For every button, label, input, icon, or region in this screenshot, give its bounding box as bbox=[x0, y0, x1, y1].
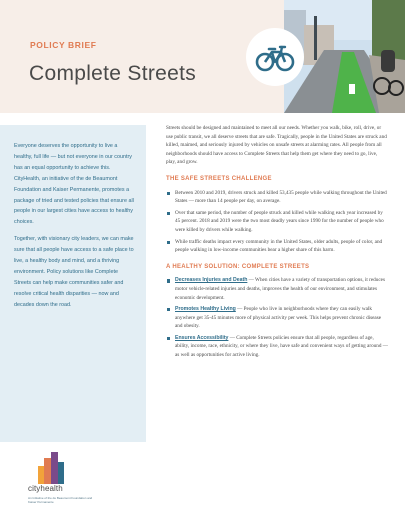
solution-item bbox=[166, 305, 388, 331]
sidebar-paragraph: Everyone deserves the opportunity to live a healthy, full life — but not everyone in our country has an equal opportunity to achieve this. CityHealth, an initiative of the de Beaumont Foundation and Kaiser Permanente, promotes a package of tried and tested policies that ensure all people in our largest cities have access to healthy choices. bbox=[14, 143, 134, 226]
challenge-list bbox=[166, 189, 388, 255]
logo-tagline: An Initiative of the de Beaumont Foundation and Kaiser Permanente bbox=[28, 496, 93, 504]
solution-item-lead: Ensures Accessibility bbox=[175, 334, 229, 341]
solution-item-text: — When cities have a variety of transportation options, it reduces motor vehicle-related injuries and deaths, improves the health of our environment, and stimulates economic development. bbox=[175, 277, 385, 301]
challenge-item: Between 2010 and 2019, drivers struck and killed 53,435 people while walking throughout the United States — more than 14 people per day, on average. bbox=[166, 189, 388, 206]
solution-item-text: — Complete Streets policies ensure that all people, regardless of age, ability, income, race, ethnicity, or where they live, have safe and convenient ways of getting around — as well as opportunities for active living. bbox=[175, 334, 388, 359]
challenge-item: While traffic deaths impact every community in the United States, older adults, people of color, and people walking in low-income communities bear a higher share of this harm. bbox=[166, 238, 388, 255]
solution-item-lead: Promotes Healthy Living bbox=[175, 306, 236, 313]
solution-item-lead: Decreases Injuries and Death bbox=[175, 277, 248, 284]
solution-item-text: — People who live in neighborhoods where they can easily walk anywhere get 35-45 minutes more of physical activity per week. This helps prevent chronic disease and obesity. bbox=[175, 306, 382, 330]
sidebar-text bbox=[14, 141, 136, 317]
cityhealth-logo bbox=[28, 452, 98, 512]
challenge-item: Over that same period, the number of people struck and killed while walking each year increased by 45 percent. 2018 and 2019 were the two most deadly years since 1990 for the number of people who were killed by drivers while walking. bbox=[166, 209, 388, 235]
policy-brief-kicker: POLICY BRIEF bbox=[30, 40, 97, 50]
page-title: Complete Streets bbox=[29, 62, 197, 85]
solution-item bbox=[166, 276, 388, 302]
sidebar-panel bbox=[0, 125, 146, 442]
sidebar-paragraph: Together, with visionary city leaders, we can make sure that all people have access to a safe place to live, a healthy body and mind, and a thriving environment. Policy solutions like Complete Streets can help make communities safer and resolve critical health disparities — now and decades down the road. bbox=[14, 236, 134, 308]
bicycle-icon bbox=[248, 30, 302, 84]
cityhealth-logo-bars bbox=[34, 452, 74, 484]
main-content bbox=[166, 124, 388, 363]
solution-heading: A HEALTHY SOLUTION: COMPLETE STREETS bbox=[166, 263, 310, 270]
challenge-heading: THE SAFE STREETS CHALLENGE bbox=[166, 175, 272, 182]
solution-list bbox=[166, 276, 388, 359]
street-bike-lane-photo bbox=[284, 0, 405, 113]
intro-paragraph: Streets should be designed and maintained to meet all our needs. Whether you walk, bike, roll, drive, or use public transit, we all deserve streets that are safe. Tragically, people in the United States are struck and killed, maimed, and seriously injured by vehicles on unsafe streets at alarming rates. All people from all neighborhoods should have access to Complete Streets that help them get where they need to go, live, play, and grow. bbox=[166, 125, 387, 166]
solution-item bbox=[166, 334, 388, 360]
logo-wordmark: cityhealth bbox=[28, 484, 63, 493]
